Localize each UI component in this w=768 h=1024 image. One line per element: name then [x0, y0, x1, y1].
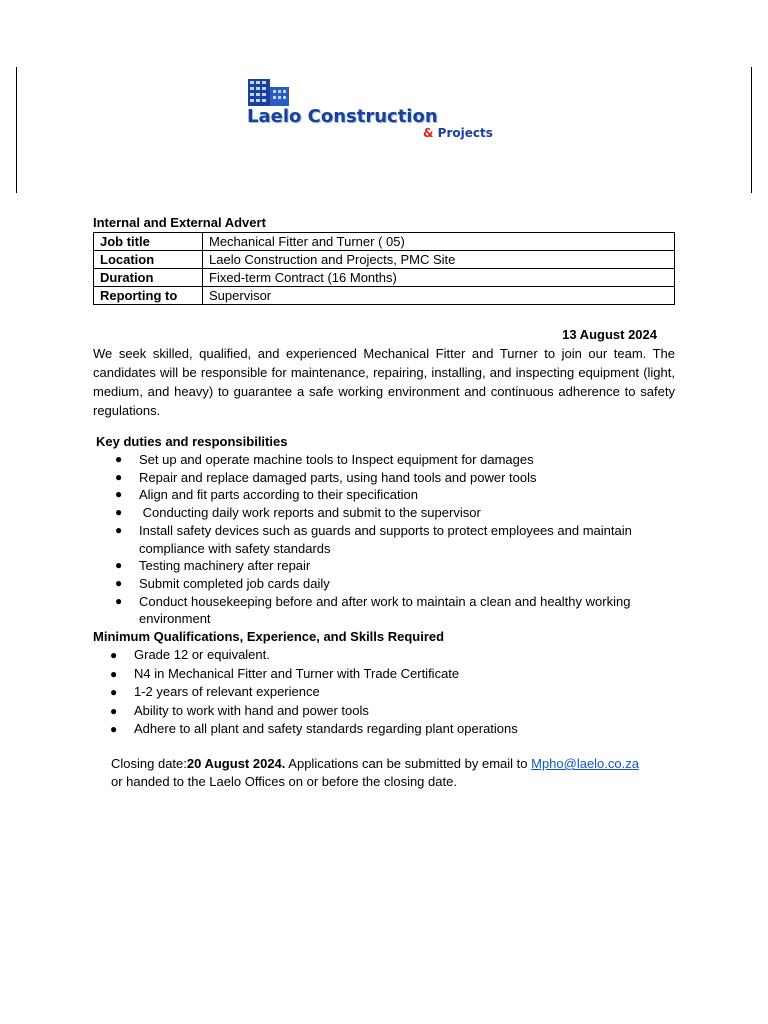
- bullet-icon: ●: [110, 666, 118, 681]
- closing-paragraph: [93, 755, 675, 791]
- qualification-text: Grade 12 or equivalent.: [134, 647, 270, 663]
- closing-middle: Applications can be submitted by email to: [285, 756, 532, 771]
- building-icon: [247, 78, 291, 108]
- list-item: [93, 702, 675, 721]
- qualifications-list: [93, 646, 675, 739]
- duty-text: Install safety devices such as guards and supports to protect employees and maintain compliance with safety standards: [139, 522, 632, 556]
- list-item: [93, 665, 675, 684]
- bullet-icon: ●: [110, 703, 118, 718]
- reporting-to-value: Supervisor: [203, 287, 675, 305]
- reporting-to-label: Reporting to: [94, 287, 203, 305]
- duty-text: Conduct housekeeping before and after work to maintain a clean and healthy working environment: [139, 593, 631, 627]
- bullet-icon: ●: [115, 558, 123, 573]
- bullet-icon: ●: [115, 487, 123, 502]
- bullet-icon: ●: [115, 452, 123, 466]
- duty-text: Align and fit parts according to their specification: [139, 487, 418, 503]
- bullet-icon: ●: [115, 522, 123, 537]
- bullet-icon: ●: [115, 469, 123, 484]
- bullet-icon: ●: [110, 648, 118, 663]
- list-item: [93, 646, 675, 665]
- bullet-icon: ●: [115, 593, 123, 608]
- list-item: [93, 557, 675, 575]
- company-logo: [247, 78, 537, 146]
- list-item: [93, 683, 675, 702]
- location-label: Location: [94, 251, 203, 269]
- closing-date: 20 August 2024.: [186, 756, 286, 771]
- table-row: [94, 287, 675, 305]
- duties-heading: Key duties and responsibilities: [96, 434, 288, 449]
- bullet-icon: ●: [110, 722, 118, 737]
- qualifications-heading: Minimum Qualifications, Experience, and Skills Required: [93, 629, 445, 645]
- duty-text: Testing machinery after repair: [139, 558, 311, 574]
- job-title-label: Job title: [94, 233, 203, 251]
- bullet-icon: ●: [110, 685, 118, 700]
- duty-text: Set up and operate machine tools to Inspect equipment for damages: [139, 452, 534, 467]
- closing-line-2: or handed to the Laelo Offices on or before the closing date.: [111, 774, 457, 789]
- qualification-text: Adhere to all plant and safety standards regarding plant operations: [134, 721, 518, 737]
- job-title-value: Mechanical Fitter and Turner ( 05): [203, 233, 675, 251]
- list-item: [93, 486, 675, 504]
- list-item: [93, 720, 675, 739]
- logo-subtitle-text: Projects: [433, 126, 493, 140]
- list-item: [93, 469, 675, 487]
- margin-line-right: [751, 67, 752, 193]
- job-info-table: [93, 232, 675, 305]
- advert-date: 13 August 2024: [562, 327, 657, 342]
- bullet-icon: ●: [115, 505, 123, 520]
- closing-prefix: Closing date:: [111, 756, 187, 771]
- advert-title: Internal and External Advert: [93, 215, 266, 230]
- location-value: Laelo Construction and Projects, PMC Site: [203, 251, 675, 269]
- bullet-icon: ●: [115, 575, 123, 590]
- table-row: [94, 251, 675, 269]
- qualification-text: N4 in Mechanical Fitter and Turner with Trade Certificate: [134, 665, 460, 681]
- qualification-text: 1-2 years of relevant experience: [134, 684, 320, 700]
- logo-wordmark: Laelo Construction: [247, 106, 438, 127]
- qualification-text: Ability to work with hand and power tools: [134, 702, 369, 718]
- duty-text: Repair and replace damaged parts, using hand tools and power tools: [139, 469, 537, 485]
- intro-paragraph: We seek skilled, qualified, and experienced Mechanical Fitter and Turner to join our team. The candidates will be responsible for maintenance, repairing, installing, and inspecting equipment (light, medium, and heavy) to guarantee a safe working environment and continuous adherence to safety regulations.: [93, 346, 675, 418]
- duration-label: Duration: [94, 269, 203, 287]
- list-item: [93, 575, 675, 593]
- table-row: [94, 233, 675, 251]
- table-row: [94, 269, 675, 287]
- email-link[interactable]: Mpho@laelo.co.za: [531, 756, 639, 771]
- logo-subtitle: [423, 126, 493, 140]
- list-item: [93, 522, 675, 557]
- duty-text: Submit completed job cards daily: [139, 575, 330, 591]
- logo-ampersand: &: [423, 126, 434, 140]
- list-item: [93, 593, 675, 628]
- list-item: [93, 504, 675, 522]
- list-item: [93, 451, 675, 469]
- duties-list: [93, 451, 675, 628]
- advert-document: [93, 214, 675, 791]
- duration-value: Fixed-term Contract (16 Months): [203, 269, 675, 287]
- duty-text: Conducting daily work reports and submit to the supervisor: [139, 505, 481, 521]
- margin-line-left: [16, 67, 17, 193]
